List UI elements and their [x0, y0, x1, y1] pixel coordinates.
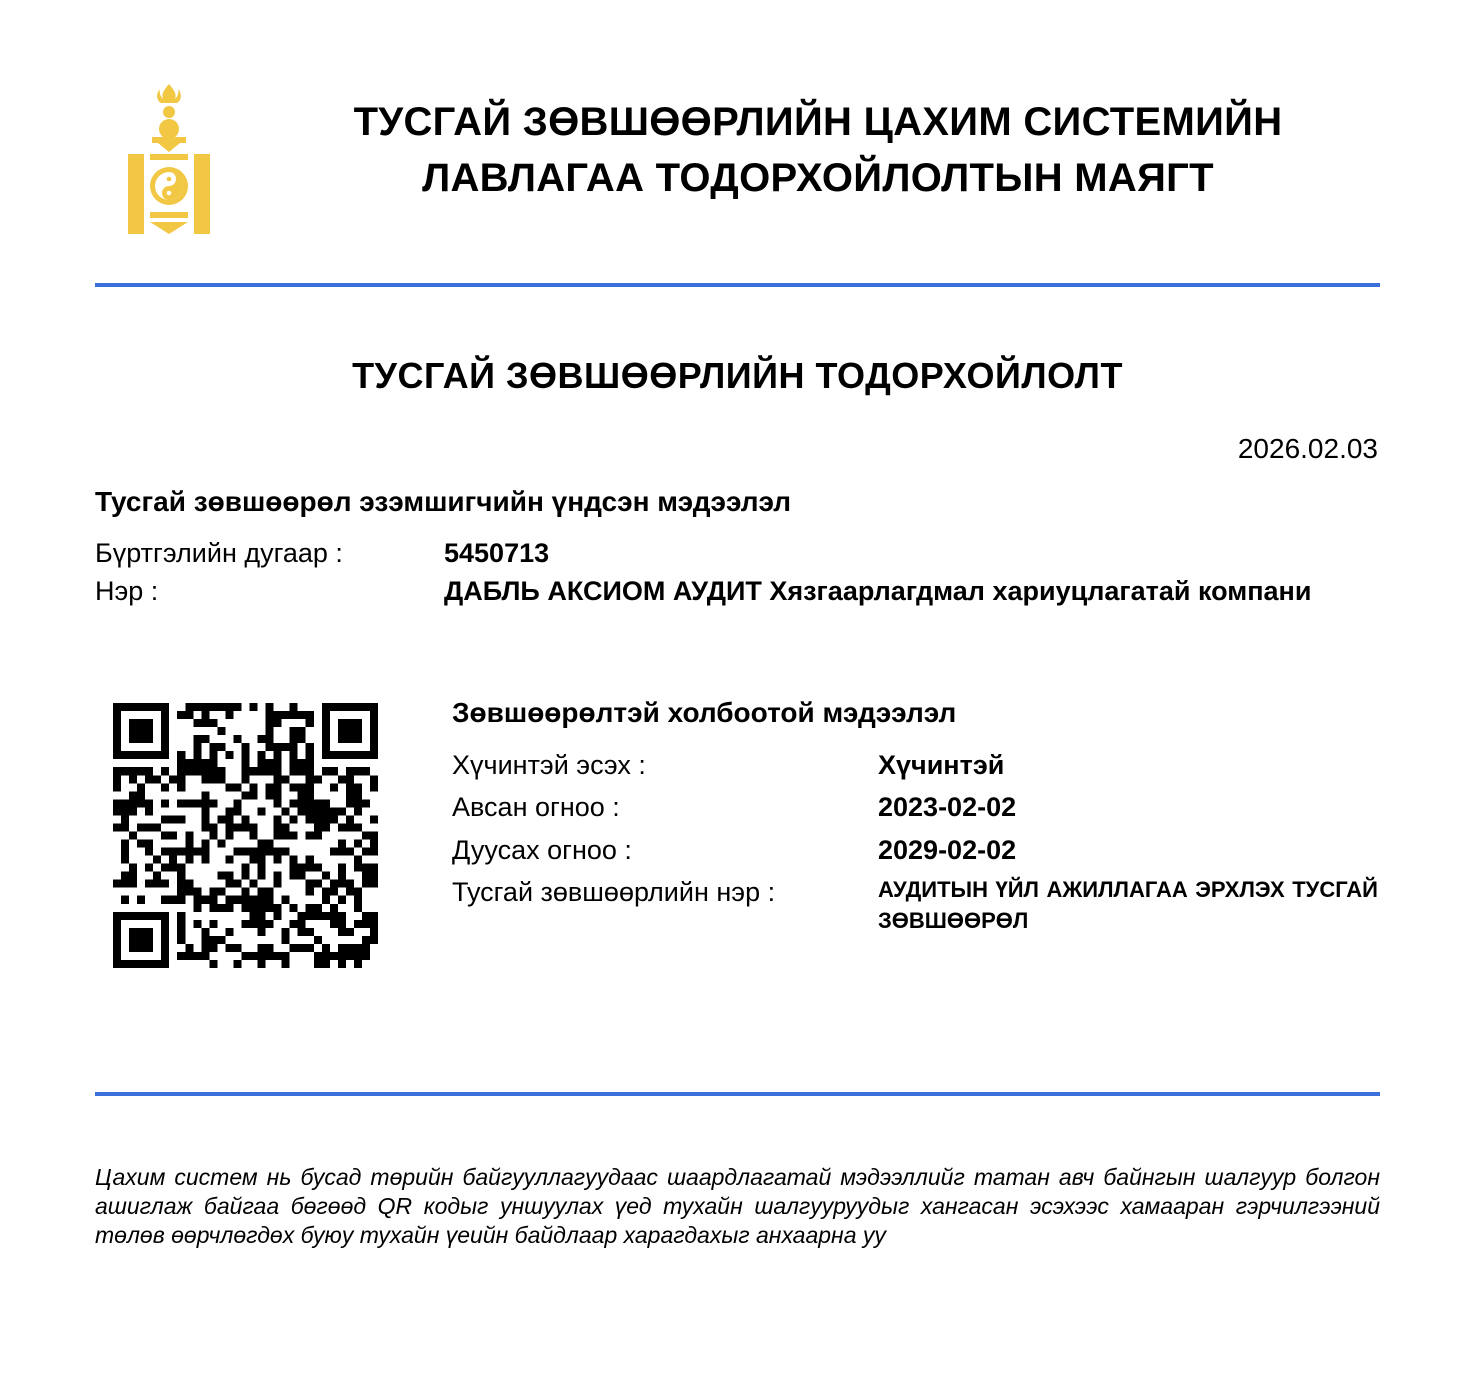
valid-value: Хүчинтэй — [878, 750, 1005, 780]
registration-label: Бүртгэлийн дугаар : — [95, 538, 343, 568]
qr-code-icon[interactable] — [113, 703, 378, 968]
registration-value: 5450713 — [444, 538, 550, 568]
top-divider — [95, 283, 1380, 287]
issued-label: Авсан огноо : — [452, 792, 620, 822]
valid-label: Хүчинтэй эсэх : — [452, 750, 646, 780]
soyombo-emblem-icon — [128, 82, 210, 236]
permit-name-value: АУДИТЫН ҮЙЛ АЖИЛЛАГАА ЭРХЛЭХ ТУСГАЙ ЗӨВШӨӨРӨЛ — [878, 877, 1378, 933]
permit-section-title: Зөвшөөрөлтэй холбоотой мэдээлэл — [452, 697, 957, 728]
header-title-line1: ТУСГАЙ ЗӨВШӨӨРЛИЙН ЦАХИМ СИСТЕМИЙН — [353, 100, 1283, 144]
document-title: ТУСГАЙ ЗӨВШӨӨРЛИЙН ТОДОРХОЙЛОЛТ — [352, 355, 1123, 396]
owner-section-title: Тусгай зөвшөөрөл эзэмшигчийн үндсэн мэдээлэл — [95, 486, 792, 517]
expiry-label: Дуусах огноо : — [452, 835, 632, 865]
name-value: ДАБЛЬ АКСИОМ АУДИТ Хязгаарлагдмал хариуцлагатай компани — [444, 576, 1312, 606]
document-date: 2026.02.03 — [1237, 433, 1378, 464]
footer-note: Цахим систем нь бусад төрийн байгууллагуудаас шаардлагатай мэдээллийг татан авч байнгын шалгуур болгон ашиглаж байгаа бөгөөд QR кодыг уншуулах үед тухайн шалгууруудыг хангасан эсэхээс хамааран гэрчилгээний төлөв өөрчлөгдөх буюу тухайн үеийн байдлаар харагдахыг анхаарна уу — [95, 1164, 1380, 1248]
expiry-value: 2029-02-02 — [878, 835, 1017, 865]
header-title — [300, 94, 1336, 206]
issued-value: 2023-02-02 — [878, 792, 1017, 822]
bottom-divider — [95, 1092, 1380, 1096]
name-label: Нэр : — [95, 576, 159, 606]
header-title-line2: ЛАВЛАГАА ТОДОРХОЙЛОЛТЫН МАЯГТ — [422, 156, 1214, 200]
permit-name-label: Тусгай зөвшөөрлийн нэр : — [452, 877, 776, 907]
